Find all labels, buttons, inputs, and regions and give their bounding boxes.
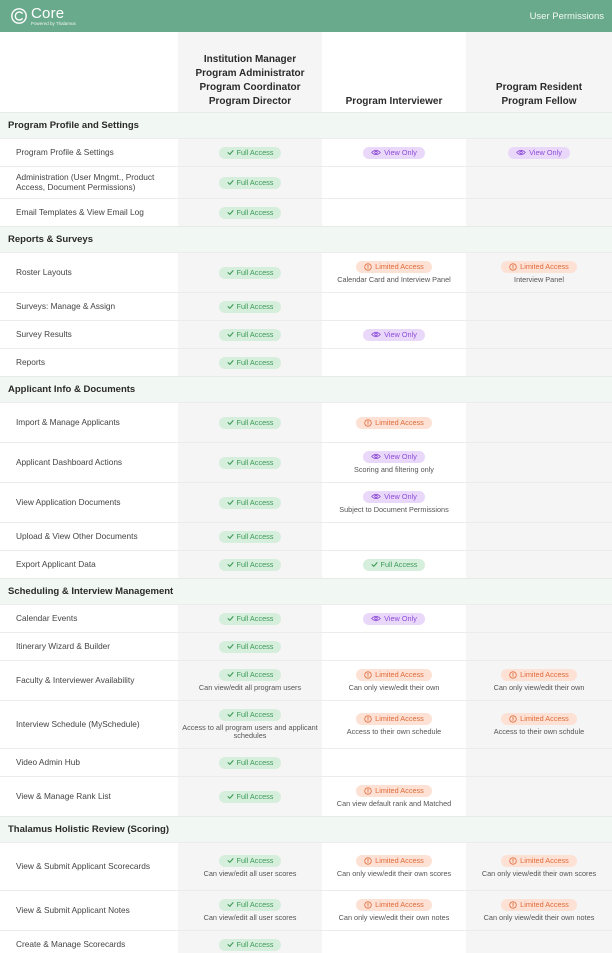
table-row [0, 522, 612, 550]
permission-cell [466, 139, 612, 166]
eye-icon [371, 149, 381, 156]
badge-label: View Only [384, 148, 417, 157]
permission-label: Surveys: Manage & Assign [16, 300, 116, 311]
permission-cell [178, 843, 322, 890]
check-icon [227, 499, 234, 506]
full-access-badge [219, 177, 282, 189]
brand-name: Core [31, 4, 65, 22]
badge-label: Full Access [236, 498, 274, 507]
brand-tagline: Powered by Thalamus [31, 20, 76, 26]
check-icon [227, 179, 234, 186]
check-icon [371, 561, 378, 568]
permission-cell [178, 443, 322, 482]
badge-label: Limited Access [520, 856, 569, 866]
page-title: User Permissions [529, 10, 604, 22]
badge-label: Limited Access [520, 714, 569, 724]
table-row [0, 660, 612, 700]
permission-cell [178, 321, 322, 348]
permission-cell [322, 931, 466, 953]
check-icon [227, 793, 234, 800]
limited-access-badge [501, 899, 577, 911]
permission-cell [178, 777, 322, 816]
badge-label: Limited Access [375, 786, 424, 796]
table-row [0, 320, 612, 348]
permission-cell [178, 253, 322, 292]
permission-note: Can only view/edit their own notes [483, 912, 595, 922]
permission-label: View & Submit Applicant Notes [16, 904, 130, 915]
check-icon [227, 149, 234, 156]
badge-label: Full Access [236, 208, 274, 217]
permission-label: Itinerary Wizard & Builder [16, 640, 111, 651]
table-row [0, 890, 612, 930]
limited-access-badge [501, 669, 577, 681]
table-row [0, 166, 612, 198]
view-only-badge [363, 329, 425, 341]
info-circle-icon [364, 671, 372, 679]
column-header-line: Institution Manager [203, 54, 297, 65]
core-logo-icon [10, 7, 28, 25]
permission-cell [466, 633, 612, 660]
table-row [0, 700, 612, 748]
brand-logo[interactable] [10, 6, 76, 27]
full-access-badge [219, 457, 282, 469]
column-header-line: Program Administrator [195, 68, 305, 79]
permission-cell [178, 199, 322, 226]
permission-label: Import & Manage Applicants [16, 416, 120, 427]
badge-label: View Only [529, 148, 562, 157]
permission-label: Roster Layouts [16, 266, 72, 277]
table-row [0, 930, 612, 953]
permission-cell [322, 321, 466, 348]
permission-label: Export Applicant Data [16, 558, 96, 569]
check-icon [227, 419, 234, 426]
full-access-badge [219, 329, 282, 341]
check-icon [227, 303, 234, 310]
badge-label: Full Access [236, 178, 274, 187]
permission-cell [322, 483, 466, 522]
permission-cell [466, 777, 612, 816]
permission-cell [178, 605, 322, 632]
badge-label: Full Access [236, 856, 274, 866]
badge-label: Full Access [236, 148, 274, 157]
permission-label: Email Templates & View Email Log [16, 206, 144, 217]
permission-label: Survey Results [16, 328, 72, 339]
permission-cell [322, 891, 466, 930]
permission-cell [322, 777, 466, 816]
permission-cell [322, 139, 466, 166]
table-row [0, 550, 612, 578]
badge-label: View Only [384, 452, 417, 462]
table-row [0, 402, 612, 442]
check-icon [227, 331, 234, 338]
limited-access-badge [356, 669, 432, 681]
view-only-badge [363, 613, 425, 625]
permission-cell [322, 253, 466, 292]
full-access-badge [219, 497, 282, 509]
permission-note: Can only view/edit their own notes [338, 912, 450, 922]
info-circle-icon [364, 263, 372, 271]
permission-cell [178, 483, 322, 522]
badge-label: View Only [384, 330, 417, 339]
limited-access-badge [501, 261, 577, 273]
permission-cell [466, 605, 612, 632]
permission-label: View & Manage Rank List [16, 790, 111, 801]
permission-note: Calendar Card and Interview Panel [337, 274, 451, 284]
eye-icon [516, 149, 526, 156]
permission-note: Interview Panel [514, 274, 564, 284]
permission-cell [322, 349, 466, 376]
permission-cell [178, 167, 322, 198]
permission-cell [322, 551, 466, 578]
badge-label: Full Access [236, 458, 274, 467]
full-access-badge [219, 613, 282, 625]
table-row [0, 348, 612, 376]
column-header-resident-fellow [466, 32, 612, 112]
badge-label: Limited Access [375, 670, 424, 680]
permission-cell [466, 523, 612, 550]
check-icon [227, 269, 234, 276]
full-access-badge [219, 267, 282, 279]
info-circle-icon [509, 671, 517, 679]
table-row [0, 292, 612, 320]
info-circle-icon [509, 857, 517, 865]
badge-label: Full Access [236, 758, 274, 767]
permission-note: Access to their own schedule [346, 726, 442, 736]
permission-cell [322, 167, 466, 198]
badge-label: Full Access [236, 792, 274, 801]
badge-label: Limited Access [520, 670, 569, 680]
column-header-line: Program Coordinator [199, 82, 301, 93]
badge-label: Full Access [236, 268, 274, 277]
permission-note: Scoring and filtering only [354, 464, 434, 474]
badge-label: Limited Access [520, 900, 569, 910]
permission-cell [322, 605, 466, 632]
table-row [0, 138, 612, 166]
permission-cell [178, 701, 322, 748]
full-access-badge [219, 357, 282, 369]
full-access-badge [219, 791, 282, 803]
check-icon [227, 209, 234, 216]
permission-cell [178, 891, 322, 930]
badge-label: Limited Access [520, 262, 569, 272]
full-access-badge [219, 669, 282, 681]
permission-cell [322, 843, 466, 890]
check-icon [227, 711, 234, 718]
column-header-interviewer [322, 32, 466, 112]
table-row [0, 252, 612, 292]
permission-cell [466, 483, 612, 522]
section-header: Scheduling & Interview Management [0, 578, 612, 604]
full-access-badge [219, 709, 282, 721]
permission-label: Reports [16, 356, 46, 367]
permission-note: Can only view/edit their own [348, 682, 440, 692]
permission-cell [178, 139, 322, 166]
permission-note: Access to all program users and applicant schedules [182, 722, 318, 740]
permission-cell [466, 891, 612, 930]
permission-cell [178, 661, 322, 700]
badge-label: Limited Access [375, 262, 424, 272]
full-access-badge [219, 939, 282, 951]
full-access-badge [363, 559, 426, 571]
permission-cell [466, 349, 612, 376]
badge-label: Limited Access [375, 856, 424, 866]
permission-cell [322, 523, 466, 550]
permission-cell [178, 523, 322, 550]
permission-cell [466, 403, 612, 442]
check-icon [227, 759, 234, 766]
permission-label: Create & Manage Scorecards [16, 938, 126, 949]
check-icon [227, 459, 234, 466]
badge-label: View Only [384, 614, 417, 623]
permission-cell [178, 293, 322, 320]
badge-label: Full Access [236, 358, 274, 367]
permission-cell [322, 749, 466, 776]
permission-note: Can only view/edit their own [493, 682, 585, 692]
eye-icon [371, 453, 381, 460]
full-access-badge [219, 641, 282, 653]
view-only-badge [363, 451, 425, 463]
permission-note: Can view/edit all program users [198, 682, 302, 692]
eye-icon [371, 493, 381, 500]
permission-cell [322, 293, 466, 320]
permission-cell [322, 701, 466, 748]
permission-cell [466, 293, 612, 320]
badge-label: Full Access [236, 532, 274, 541]
permission-note: Can only view/edit their own scores [481, 868, 597, 878]
limited-access-badge [501, 855, 577, 867]
limited-access-badge [501, 713, 577, 725]
table-row [0, 748, 612, 776]
permission-cell [466, 701, 612, 748]
permission-cell [322, 403, 466, 442]
full-access-badge [219, 531, 282, 543]
info-circle-icon [364, 901, 372, 909]
permission-label: Upload & View Other Documents [16, 530, 138, 541]
eye-icon [371, 615, 381, 622]
full-access-badge [219, 147, 282, 159]
permission-label: View Application Documents [16, 496, 121, 507]
table-row [0, 632, 612, 660]
badge-label: Limited Access [375, 714, 424, 724]
permission-cell [466, 167, 612, 198]
info-circle-icon [364, 715, 372, 723]
limited-access-badge [356, 899, 432, 911]
permission-note: Can view/edit all user scores [203, 868, 297, 878]
app-header [0, 0, 612, 32]
view-only-badge [363, 147, 425, 159]
info-circle-icon [364, 857, 372, 865]
section-header: Reports & Surveys [0, 226, 612, 252]
info-circle-icon [509, 263, 517, 271]
eye-icon [371, 331, 381, 338]
section-header: Thalamus Holistic Review (Scoring) [0, 816, 612, 842]
check-icon [227, 941, 234, 948]
badge-label: Full Access [380, 560, 418, 569]
permission-cell [322, 661, 466, 700]
permission-cell [466, 199, 612, 226]
permission-cell [466, 551, 612, 578]
badge-label: Full Access [236, 302, 274, 311]
table-row [0, 482, 612, 522]
check-icon [227, 857, 234, 864]
view-only-badge [508, 147, 570, 159]
table-row [0, 442, 612, 482]
limited-access-badge [356, 417, 432, 429]
permission-cell [466, 661, 612, 700]
full-access-badge [219, 207, 282, 219]
permission-label: View & Submit Applicant Scorecards [16, 860, 151, 871]
section-header: Applicant Info & Documents [0, 376, 612, 402]
permissions-table [0, 32, 612, 953]
permission-cell [466, 253, 612, 292]
permission-label: Faculty & Interviewer Availability [16, 674, 135, 685]
full-access-badge [219, 301, 282, 313]
permission-label: Administration (User Mngmt., Product Access, Document Permissions) [16, 172, 155, 192]
full-access-badge [219, 417, 282, 429]
permission-label: Interview Schedule (MySchedule) [16, 718, 140, 729]
limited-access-badge [356, 261, 432, 273]
column-header-admin-roles [178, 32, 322, 112]
permission-cell [178, 551, 322, 578]
permission-cell [322, 199, 466, 226]
limited-access-badge [356, 713, 432, 725]
info-circle-icon [364, 787, 372, 795]
permission-cell [178, 749, 322, 776]
badge-label: Full Access [236, 418, 274, 427]
column-header-feature [0, 32, 178, 112]
permission-label: Program Profile & Settings [16, 146, 114, 157]
permission-cell [466, 931, 612, 953]
badge-label: Full Access [236, 900, 274, 910]
info-circle-icon [509, 901, 517, 909]
column-header-line: Program Interviewer [345, 96, 443, 107]
permission-cell [178, 403, 322, 442]
full-access-badge [219, 757, 282, 769]
full-access-badge [219, 855, 282, 867]
column-header-line: Program Resident [495, 82, 583, 93]
info-circle-icon [509, 715, 517, 723]
full-access-badge [219, 899, 282, 911]
permission-cell [322, 633, 466, 660]
table-row [0, 604, 612, 632]
column-header-line: Program Director [208, 96, 292, 107]
badge-label: View Only [384, 492, 417, 502]
permission-note: Can view/edit all user scores [203, 912, 297, 922]
check-icon [227, 671, 234, 678]
badge-label: Full Access [236, 642, 274, 651]
column-header-row [0, 32, 612, 112]
badge-label: Full Access [236, 560, 274, 569]
permission-note: Subject to Document Permissions [339, 504, 449, 514]
permissions-table-body [0, 112, 612, 953]
permission-cell [466, 321, 612, 348]
permission-cell [466, 749, 612, 776]
limited-access-badge [356, 785, 432, 797]
badge-label: Full Access [236, 614, 274, 623]
permission-cell [466, 843, 612, 890]
table-row [0, 776, 612, 816]
badge-label: Full Access [236, 710, 274, 719]
permission-cell [178, 633, 322, 660]
permission-cell [178, 349, 322, 376]
check-icon [227, 615, 234, 622]
column-header-line: Program Fellow [501, 96, 577, 107]
badge-label: Full Access [236, 940, 274, 949]
permission-label: Applicant Dashboard Actions [16, 456, 123, 467]
badge-label: Limited Access [375, 900, 424, 910]
check-icon [227, 359, 234, 366]
badge-label: Limited Access [375, 418, 424, 427]
view-only-badge [363, 491, 425, 503]
permission-note: Access to their own schdule [493, 726, 585, 736]
limited-access-badge [356, 855, 432, 867]
permission-cell [466, 443, 612, 482]
badge-label: Full Access [236, 670, 274, 680]
permission-label: Calendar Events [16, 612, 78, 623]
table-row [0, 198, 612, 226]
permission-cell [322, 443, 466, 482]
full-access-badge [219, 559, 282, 571]
permission-note: Can only view/edit their own scores [336, 868, 452, 878]
check-icon [227, 533, 234, 540]
badge-label: Full Access [236, 330, 274, 339]
info-circle-icon [364, 419, 372, 427]
check-icon [227, 643, 234, 650]
section-header: Program Profile and Settings [0, 112, 612, 138]
table-row [0, 842, 612, 890]
permission-cell [178, 931, 322, 953]
check-icon [227, 561, 234, 568]
check-icon [227, 901, 234, 908]
permission-label: Video Admin Hub [16, 756, 80, 767]
permission-note: Can view default rank and Matched [336, 798, 452, 808]
